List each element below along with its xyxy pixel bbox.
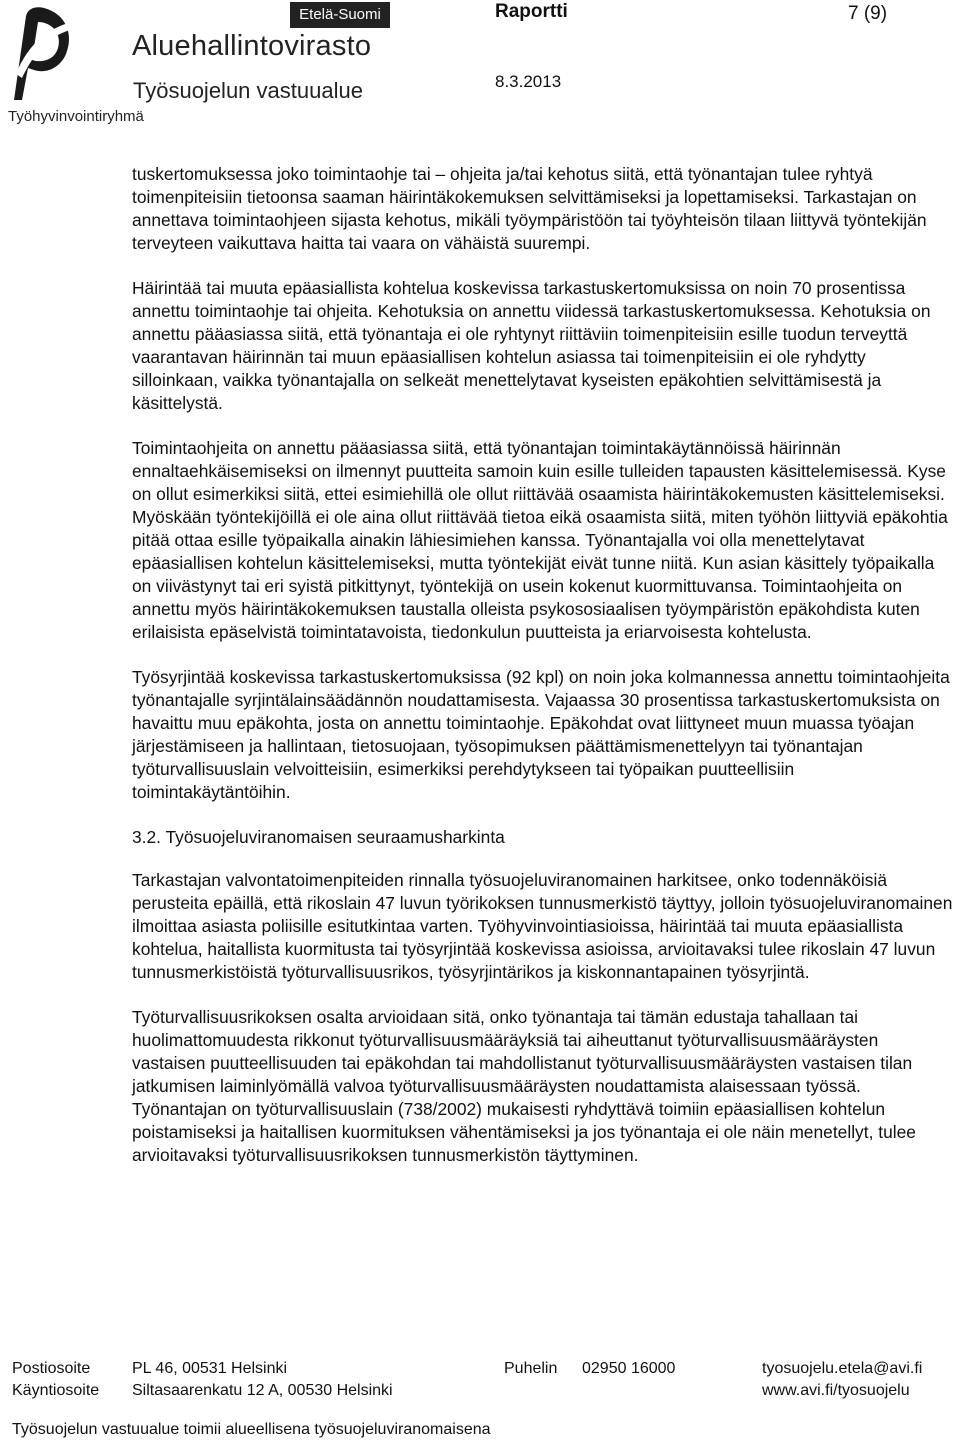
postal-label: Postiosoite [12,1360,91,1377]
paragraph-6: Työturvallisuusrikoksen osalta arvioidaan sitä, onko työnantaja tai tämän edustaja tahallaan tai huolimattomuudesta rikkonut työturvallisuusmääräyksiä tai aiheuttanut työturvallisuusmääräysten vastaisen puutteellisuuden tai epäkohdan tai mahdollistanut työturvallisuusmääräysten vastaisen tilan jatkumisen laiminlyömällä valvoa työturvallisuusmääräysten noudattamista alaisessaan työssä. Työnantajan on työturvallisuuslain (738/2002) mukaisesti ryhdyttävä toimiin epäasiallisen kohtelun poistamiseksi ja haitallisen kuormituksen vähentämiseksi ja jos työnantaja ei ole näin menetellyt, tulee arvioitavaksi työturvallisuusrikoksen tunnusmerkistön täyttyminen. [132,1007,916,1165]
website-link: www.avi.fi/tyosuojelu [762,1382,910,1399]
paragraph-2: Häirintää tai muuta epäasiallista kohtelua koskevissa tarkastuskertomuksissa on noin 70 prosentissa annettu toimintaohje tai ohjeita. Kehotuksia on annettu viidessä tarkastuskertomuksessa. Kehotuksia on annettu pääasiassa siitä, että työnantaja ei ole ryhtynyt riittäviin toimenpiteisiin esille tuodun terveyttä vaarantavan häirinnän tai muun epäasiallisen kohtelun asiassa tai toimenpiteisiin ei ole ryhdytty silloinkaan, vaikka työnantajalla on selkeät menettelytavat kyseisten epäkohtien selvittämisestä ja käsittelystä. [132,278,931,413]
email-address: tyosuojelu.etela@avi.fi [762,1360,923,1377]
footer-row-postal [12,1358,956,1380]
agency-unit: Työsuojelun vastuualue [133,78,363,103]
phone-number: 02950 16000 [582,1360,676,1377]
phone-label: Puhelin [504,1360,558,1377]
document-type: Raportti [495,1,568,22]
paragraph-5: Tarkastajan valvontatoimenpiteiden rinnalla työsuojeluviranomainen harkitsee, onko todennäköisiä perusteita epäillä, että rikoslain 47 luvun työrikoksen tunnusmerkistö täyttyy, jolloin työsuojeluviranomainen ilmoittaa asiasta poliisille esitutkintaa varten. Työhyvinvointiasioissa, häirintää tai muuta epäasiallista kohtelua, haitallista kuormitusta tai työsyrjintää koskevissa asioissa, arvioitavaksi tulee rikoslain 47 luvun tunnusmerkistöistä työturvallisuusrikos, työsyrjintärikos ja kiskonnantapainen työsyrjintä. [132,870,953,982]
footer-row-visit [12,1380,956,1402]
paragraph-1: tuskertomuksessa joko toimintaohje tai – ohjeita ja/tai kehotus siitä, että työnantajan tulee ryhtyä toimenpiteisiin tietoonsa saaman häirintäkokemuksen selvittämiseksi ja lopettamiseksi. Tarkastajan on annettava toimintaohjeen sijasta kehotus, mikäli työympäristöön tai työyhteisön tilaan liittyvä työntekijän terveyteen vaikuttava haitta tai vaara on vähäistä suurempi. [132,164,927,253]
document-date: 8.3.2013 [495,72,562,91]
section-heading: 3.2. Työsuojeluviranomaisen seuraamusharkinta [132,827,505,847]
agency-logo [8,4,76,104]
visit-label: Käyntiosoite [12,1382,100,1399]
paragraph-3: Toimintaohjeita on annettu pääasiassa siitä, että työnantajan toimintakäytännöissä häirinnän ennaltaehkäisemiseksi on ilmennyt puutteita samoin kuin esille tulleiden tapausten käsittelemisessä. Kyse on ollut esimerkiksi siitä, ettei esimiehillä ole ollut riittävää osaamista häirintäkokemusten käsittelemiseksi. Myöskään työntekijöillä ei ole aina ollut riittävää tietoa eikä osaamista siitä, miten työhön liittyviä epäkohtia pitää ottaa esille työpaikalla ainakin lähiesimiehen kanssa. Työnantajalla voi olla menettelytavat epäasiallisen kohtelun käsittelemiseksi, mutta työntekijät eivät tunne niitä. Kun asian käsittely työpaikalla on viivästynyt tai eri syistä pitkittynyt, työntekijä on usein kokenut kuormittuvansa. Toimintaohjeita on annettu myös häirintäkokemuksen taustalla olleista psykososiaalisen työympäristön epäkohdista kuten erilaisista epäselvistä toimintatavoista, tiedonkulun puutteista ja eriarvoisesta kohtelusta. [132,438,948,642]
report-body [132,163,954,1189]
footer-note: Työsuojelun vastuualue toimii alueellisena työsuojeluviranomaisena [12,1421,491,1438]
agency-group: Työhyvinvointiryhmä [8,108,144,125]
postal-address: PL 46, 00531 Helsinki [132,1360,288,1377]
paragraph-4: Työsyrjintää koskevissa tarkastuskertomuksissa (92 kpl) on noin joka kolmannessa annettu toimintaohjeita työnantajalle syrjintälainsäädännön noudattamisesta. Vajaassa 30 prosentissa tarkastuskertomuksista on havaittu muu epäkohta, josta on annettu toimintaohje. Epäkohdat ovat liittyneet muun muassa työajan järjestämiseen ja hallintaan, tietosuojaan, työsopimuksen päättämismenettelyyn tai työnantajan työturvallisuuslain velvoitteisiin, esimerkiksi perehdytykseen tai työpaikan puutteellisiin toimintakäytäntöihin. [132,667,950,802]
page-footer [12,1358,956,1402]
page-number: 7 (9) [848,3,888,24]
visit-address: Siltasaarenkatu 12 A, 00530 Helsinki [132,1382,393,1399]
region-tab: Etelä-Suomi [290,2,390,28]
agency-name: Aluehallintovirasto [132,30,372,62]
